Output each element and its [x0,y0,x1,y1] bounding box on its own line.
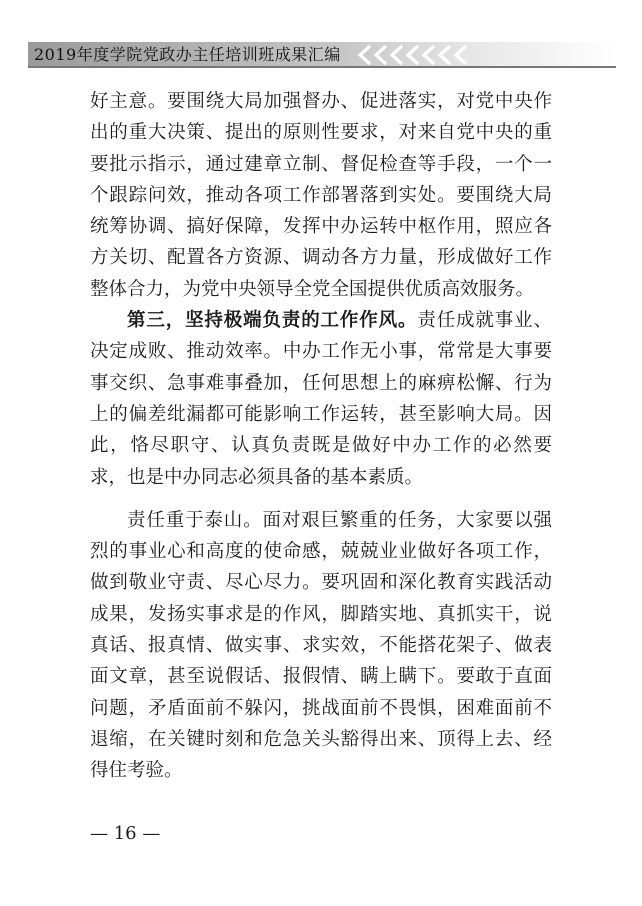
paragraph-2 [90,305,552,493]
header-rule [28,66,616,68]
page-number: — 16 — [90,823,161,844]
paragraph-3: 责任重于泰山。面对艰巨繁重的任务，大家要以强烈的事业心和高度的使命感，兢兢业业做好各项工作，做到敬业守责、尽心尽力。要巩固和深化教育实践活动成果，发扬实事求是的作风，脚踏实地、真抓实干，说真话、报真情、做实事、求实效，不能搭花架子、做表面文章，甚至说假话、报假情、瞒上瞒下。要敢于直面问题，矛盾面前不躲闪，挑战面前不畏惧，困难面前不退缩，在关键时刻和危急关头豁得出来、顶得上去、经得住考验。 [90,509,552,782]
section-heading: 第三，坚持极端负责的工作作风。 [127,310,418,332]
chevron-decoration-icon [348,43,488,67]
running-header [28,42,616,68]
article-body [90,86,552,787]
paragraph-2-text: 责任成就事业、决定成败、推动效率。中办工作无小事，常常是大事要事交织、急事难事叠加，任何思想上的麻痹松懈、行为上的偏差纰漏都可能影响工作运转，甚至影响大局。因此，恪尽职守、认真负责既是做好中办工作的必然要求，也是中办同志必须具备的基本素质。 [90,310,552,488]
paragraph-1: 好主意。要围绕大局加强督办、促进落实，对党中央作出的重大决策、提出的原则性要求，对来自党中央的重要批示指示，通过建章立制、督促检查等手段，一个一个跟踪问效，推动各项工作部署落到实处。要围绕大局统筹协调、搞好保障，发挥中办运转中枢作用，照应各方关切、配置各方资源、调动各方力量，形成做好工作整体合力，为党中央领导全党全国提供优质高效服务。 [90,91,552,300]
header-title: 2019年度学院党政办主任培训班成果汇编 [34,45,341,64]
